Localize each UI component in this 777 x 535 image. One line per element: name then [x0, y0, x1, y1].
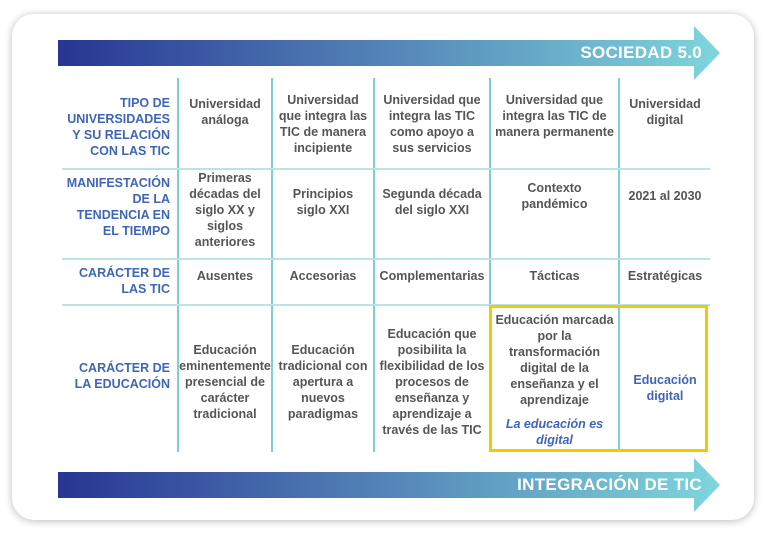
table-cell: Contexto pandémico	[521, 181, 588, 211]
table-cell: Tácticas	[529, 269, 580, 283]
table-cell-digital: Educación digital	[633, 373, 697, 403]
row-header-caracter-educacion: CARÁCTER DE LA EDUCACIÓN	[74, 361, 170, 391]
integracion-arrow	[58, 458, 720, 512]
table-cell: 2021 al 2030	[628, 189, 702, 203]
table-cell: Principios siglo XXI	[292, 187, 354, 217]
table-cell: Accesorias	[289, 269, 357, 283]
table-cell: Universidad análoga	[189, 97, 261, 127]
sociedad-arrow	[58, 26, 720, 80]
table-cell: Universidad que integra las TIC de manera permanente	[495, 93, 614, 139]
table-cell: Complementarias	[379, 269, 485, 283]
table-cell-highlighted: Educación marcada por la transformación digital de la enseñanza y el aprendizaje	[495, 313, 614, 407]
table-cell: Educación tradicional con apertura a nuevos paradigmas	[278, 343, 368, 421]
table-cell: Educación que posibilita la flexibilidad de los procesos de enseñanza y aprendizaje a través de las TIC	[379, 327, 485, 437]
arrow-label-bottom: INTEGRACIÓN DE TIC	[517, 475, 702, 494]
row-divider	[62, 168, 710, 170]
table-cell: Universidad que integra las TIC de manera incipiente	[278, 93, 368, 155]
table-cell: Ausentes	[196, 269, 254, 283]
table-cell: Segunda década del siglo XXI	[382, 187, 482, 217]
table-cell: Primeras décadas del siglo XX y siglos anteriores	[189, 171, 261, 249]
table-cell: Educación eminentemente presencial de carácter tradicional	[179, 343, 271, 421]
arrow-label-top: SOCIEDAD 5.0	[580, 43, 702, 62]
row-header-tipo: TIPO DE UNIVERSIDADES Y SU RELACIÓN CON LAS TIC	[67, 96, 170, 158]
table-cell: Universidad digital	[629, 97, 701, 127]
highlight-box	[489, 305, 708, 452]
note-text: La educación es digital	[505, 417, 604, 447]
table-cell: Estratégicas	[627, 269, 703, 283]
row-header-caracter-tic: CARÁCTER DE LAS TIC	[79, 266, 170, 296]
table-cell: Universidad que integra las TIC como apoyo a sus servicios	[383, 93, 481, 155]
row-divider	[62, 258, 710, 260]
row-header-manifestacion: MANIFESTACIÓN DE LA TENDENCIA EN EL TIEMPO	[66, 176, 170, 238]
